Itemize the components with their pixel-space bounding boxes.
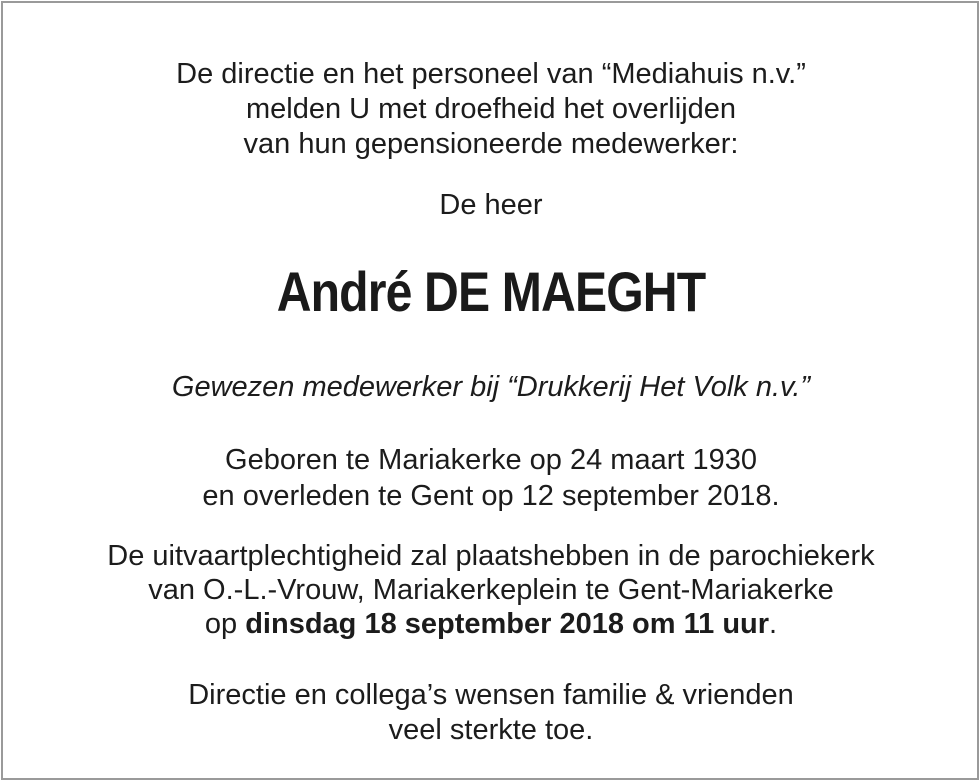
funeral-line-2: van O.-L.-Vrouw, Mariakerkeplein te Gent-Mariakerke	[148, 574, 834, 606]
funeral-datetime: dinsdag 18 september 2018 om 11 uur	[245, 608, 770, 640]
obituary-notice	[1, 1, 979, 780]
intro-line-2: melden U met droefheid het overlijden	[245, 93, 737, 125]
funeral-line-1: De uitvaartplechtigheid zal plaatshebben in de parochiekerk	[107, 540, 875, 572]
former-role: Gewezen medewerker bij “Drukkerij Het Volk n.v.”	[171, 371, 811, 403]
intro-line-1: De directie en het personeel van “Mediahuis n.v.”	[176, 58, 806, 90]
salutation: De heer	[439, 189, 543, 221]
funeral-suffix: .	[769, 608, 778, 640]
closing-line-2: veel sterkte toe.	[388, 714, 594, 746]
closing-line-1: Directie en collega’s wensen familie & vrienden	[188, 679, 794, 711]
birth-line: Geboren te Mariakerke op 24 maart 1930	[225, 444, 757, 476]
funeral-prefix: op	[204, 608, 238, 640]
death-line: en overleden te Gent op 12 september 2018.	[202, 480, 780, 512]
deceased-name: André DE MAEGHT	[276, 260, 706, 323]
intro-line-3: van hun gepensioneerde medewerker:	[243, 128, 739, 160]
funeral-line-3	[3, 607, 979, 641]
